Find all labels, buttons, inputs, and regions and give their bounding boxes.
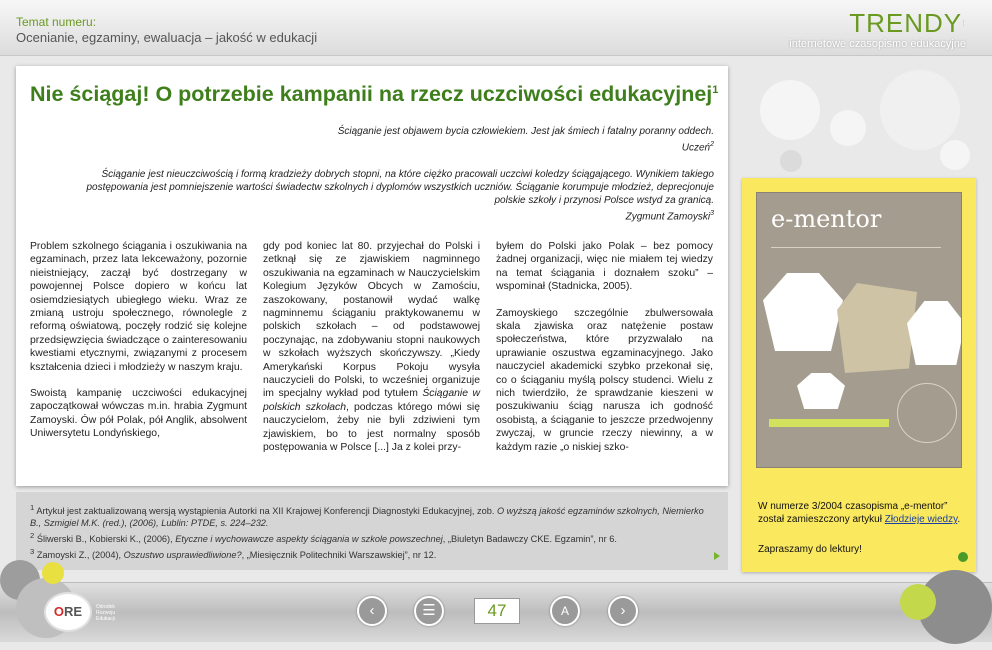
article-body	[30, 240, 714, 455]
background-bubble	[830, 110, 866, 146]
motto-quote: Ściąganie jest nieuczciwością i formą kradzieży dobrych stopni, na które ciężko pracowali uczciwi koledzy ściągającego. Wynikiem takiego postępowania jest pomniejszenie wartości świadectw szkolnych i dyplomów wszystkich uczniów. Ściąganie korumpuje młodzież, deprecjonuje polskie szkoły i przynosi Polsce wstyd za granicą. Zygmunt Zamoyski$^3$	[86, 169, 714, 223]
issue-title: Ocenianie, egzaminy, ewaluacja – jakość w edukacji	[16, 30, 318, 45]
sidebar-related	[742, 178, 976, 572]
cover-seal-icon	[897, 383, 957, 443]
footnote-2: $^2$ Śliwerski B., Kobierski K., (2006), Etyczne i wychowawcze aspekty ściągania w szkole powszechnej, „Biuletyn Badawczy CKE. Egzamin”, nr 6.	[30, 531, 617, 545]
cover-hexagon-shape	[907, 301, 962, 365]
cover-title: e-mentor	[771, 205, 882, 233]
page-number: 47	[474, 598, 520, 624]
related-article-info: W numerze 3/2004 czasopisma „e-mentor” został zamieszczony artykuł Złodzieje wiedzy.	[758, 501, 961, 525]
footnote-1: $^1$ Artykuł jest zaktualizowaną wersją wystąpienia Autorki na XII Krajowej Konferencji Diagnostyki Edukacyjnej, zob. O wyższą jakość egzaminów szkolnych, Niemierko B., Szmigiel M.K. (red.), (2006), Lublin: PTDE, s. 224–232.	[30, 503, 704, 529]
paragraph: byłem do Polski jako Polak – bez pomocy żadnej organizacji, więc nie miałem tej wiedzy na temat ściągania i doznałem szoku” – wspominał (Stadnicka, 2005).	[496, 241, 713, 293]
text-column	[263, 240, 480, 455]
brand-name: TRENDY	[849, 8, 963, 38]
previous-page-button[interactable]: ‹	[357, 596, 387, 626]
reading-invite: Zapraszamy do lektury!	[758, 544, 862, 555]
footnote-3: $^3$ Zamoyski Z., (2004), Oszustwo usprawiedliwione?, „Miesięcznik Politechniki Warszawskiej”, nr 12.	[30, 547, 437, 561]
motto-author: Uczeń	[681, 142, 711, 154]
next-page-button[interactable]: ›	[608, 596, 638, 626]
article-title: Nie ściągaj! O potrzebie kampanii na rzecz uczciwości edukacyjnej$^1$	[30, 82, 719, 106]
cover-highlight-band	[769, 419, 889, 427]
brand-dots-icon: ⁝	[962, 18, 966, 28]
play-arrow-icon[interactable]	[714, 552, 720, 560]
related-article-link[interactable]: Złodzieje wiedzy	[884, 514, 958, 525]
footnote-ref[interactable]: 3	[710, 210, 714, 217]
decorative-circle	[42, 562, 64, 584]
background-bubble	[760, 80, 820, 140]
header	[0, 0, 992, 56]
magazine-cover-image[interactable]	[756, 192, 962, 468]
cover-hexagon-shape	[763, 273, 843, 351]
brand-tagline: internetowe czasopismo edukacyjne	[789, 38, 966, 50]
decorative-circle	[900, 584, 936, 620]
issue-label: Temat numeru:	[16, 15, 97, 29]
motto-quote: Ściąganie jest objawem bycia człowiekiem. Jest jak śmiech i fatalny poranny oddech. Uczeń$^2$	[337, 126, 714, 154]
text-column	[496, 240, 713, 455]
cover-divider	[771, 247, 941, 248]
paragraph: Problem szkolnego ściągania i oszukiwania na egzaminach, przez lata lekceważony, pozornie nieistniejący, zaczął być dostrzegany w powojennej Polsce dopiero w końcu lat osiemdziesiątych ubiegłego wieku. Wraz ze zmianą ustroju społecznego, równolegle z reformą oświatową, poczęły rodzić się kolejne przedsięwzięcia świadczące o zainteresowaniu kwestiami etycznymi, związanymi z procesem kształcenia dzieci i młodzieży w naszym kraju.	[30, 241, 247, 373]
article-panel	[16, 66, 728, 486]
table-of-contents-button[interactable]: ☰	[414, 596, 444, 626]
font-size-button[interactable]: A	[550, 596, 580, 626]
paragraph: Swoistą kampanię uczciwości edukacyjnej zapoczątkował wówczas m.in. hrabia Zygmunt Zamoyski. Ów pół Polak, pół Anglik, absolwent Uniwersytetu Londyńskiego,	[30, 388, 247, 440]
ore-logo[interactable]: ORE	[44, 592, 92, 632]
paragraph: Zamoyskiego szczególnie zbulwersowała skala zjawiska oraz natężenie postaw społeczeństwa, które przyzwalało na uprawianie oszustwa egzaminacyjnego. Jako nauczyciel akademicki szybko przekonał się, co o ściąganiu myślą polscy studenci. Wielu z nich twierdziło, że sprawdzanie kieszeni w poszukiwaniu ściąg narusza ich godność osobistą, a ściąganie to jeszcze przedwojenny zwyczaj, w gruncie rzeczy niewinny, a w każdym razie „o niskiej szko-	[496, 307, 713, 453]
background-bubble	[880, 70, 960, 150]
ore-tagline: Ośrodek Rozwoju Edukacji	[96, 604, 116, 622]
text-column	[30, 240, 247, 455]
decorative-circle	[958, 552, 968, 562]
background-bubble	[940, 140, 970, 170]
cover-hexagon-shape	[797, 373, 845, 409]
footnote-ref[interactable]: 1	[712, 83, 719, 96]
footnote-ref[interactable]: 2	[710, 141, 714, 148]
background-bubble	[780, 150, 802, 172]
footnotes-panel	[16, 492, 728, 570]
cover-photo	[837, 283, 917, 373]
paragraph: gdy pod koniec lat 80. przyjechał do Polski i zetknął się ze zjawiskiem nagminnego oszukiwania na egzaminach w Nauczycielskim Kolegium Języków Obcych w Zamościu, zaszokowany, postanowił wydać walkę nagminnemu ściąganiu praktykowanemu w polskich szkołach – od podstawowej poczynając, na zdobywaniu stopni naukowych w szkołach wyższych skończywszy. „Kiedy Amerykański Korpus Pokoju wysyła nauczycieli do Polski, to wcześniej organizuje im specjalny wykład pod tytułem Ściąganie w polskich szkołach, podczas którego mówi się nauczycielom, żeby nie byli zdziwieni tym zjawiskiem, bo to jest normalny sposób postępowania w Polsce [...] Ja z kolei przy-	[263, 241, 480, 454]
brand-logo[interactable]	[789, 10, 966, 50]
motto-author: Zygmunt Zamoyski	[625, 211, 711, 223]
